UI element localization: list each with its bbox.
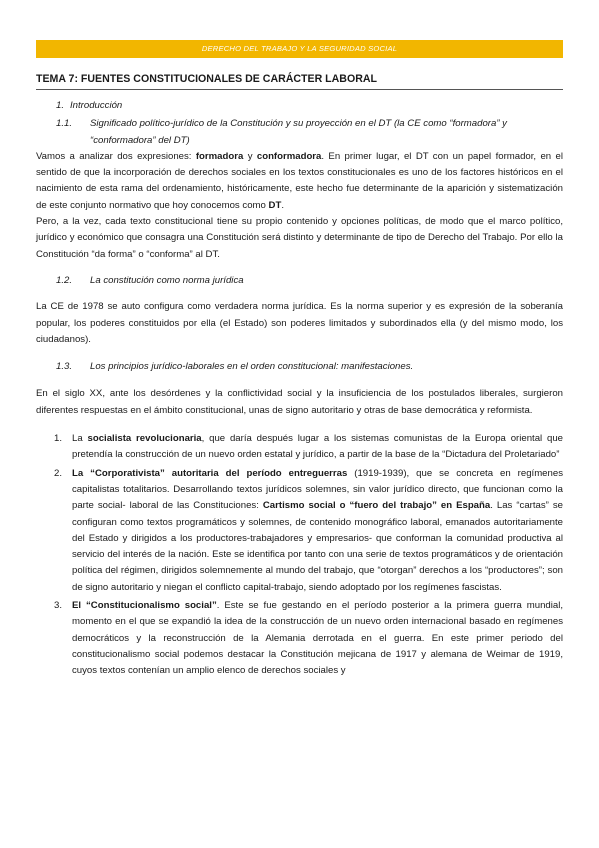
paragraph-siglo-xx: En el siglo XX, ante los desórdenes y la conflictividad social y la insuficiencia de los postulados liberales, surgieron diferentes respuestas en el ámbito constitucional, unas de signo autoritario y otras de base democrática y reformista. — [36, 388, 563, 416]
heading-number: 1.1. — [56, 118, 73, 130]
heading-1-1 — [36, 116, 563, 149]
bold-term: socialista revolucionaria — [87, 433, 202, 445]
bold-term: formadora — [195, 150, 244, 162]
paragraph-norma-juridica: La CE de 1978 se auto configura como verdadera norma jurídica. Es la norma superior y es expresión de la soberanía popular, los poderes constituidos por ella (el Estado) son poderes limitados y subordinados ella (y del mismo modo, los ciudadanos). — [36, 301, 563, 345]
text-span: Vamos a analizar dos expresiones: — [36, 150, 196, 162]
heading-1-3 — [36, 359, 563, 375]
list-item-text — [72, 466, 563, 596]
text-span: . — [281, 199, 284, 211]
bold-term: El “Constitucionalismo social” — [72, 600, 217, 612]
heading-text: La constitución como norma jurídica — [90, 274, 244, 286]
bold-term: Cartismo social o “fuero del trabajo” en España — [262, 500, 491, 512]
text-span: (1919-1939), que se concreta en regímenes capitalistas totalitarios. Desarrollando textos jurídicos solemnes, sin valor jurídico directo, que funcionan como la parte social- laboral de las Constituciones: — [72, 467, 563, 512]
heading-text: Introducción — [70, 100, 123, 111]
paragraph-conforma: Pero, a la vez, cada texto constitucional tiene su propio contenido y opciones políticas, de modo que el marco político, jurídico y económico que consagra una Constitución será distinto y determinante de tipo de Derecho del Trabajo. Por ello la Constitución “da forma” o “conforma” al DT. — [36, 216, 563, 260]
text-span: , que daría después lugar a los sistemas comunistas de la Europa oriental que pretendía la construcción de un nuevo orden estatal y jurídico, a partir de la base de la “Dictadura del Proletariado” — [72, 433, 563, 461]
heading-introduccion — [36, 98, 563, 114]
text-span: . Las “cartas” se configuran como textos programáticos y solemnes, de contenido monográfico laboral, emanados autoritariamente del Estado y dirigidos a los productores-trabajadores y empresarios- que conforman la comunidad productiva al servicio del interés de la nación. Este se identifica por tanto con una serie de textos programáticos y de orientación política del régimen, dirigidos solemnemente al mundo del trabajo, que “otorgan” derechos a los “productores”; son de signo autoritario y niegan el conflicto capital-trabajo, siendo adoptado por los regímenes fascistas. — [72, 500, 563, 593]
list-item — [36, 598, 563, 679]
paragraph-formadora — [36, 149, 563, 214]
heading-text: Los principios jurídico-laborales en el orden constitucional: manifestaciones. — [90, 361, 414, 373]
bold-term: La “Corporativista” autoritaria del período entreguerras — [72, 467, 348, 479]
numbered-list — [36, 431, 563, 679]
heading-text: Significado político-jurídico de la Constitución y su proyección en el DT (la CE como “formadora” y “conformadora” del DT) — [90, 118, 507, 146]
list-item-number: 1. — [54, 433, 63, 445]
heading-1-2 — [36, 273, 563, 289]
list-item-number: 3. — [54, 600, 63, 612]
heading-number: 1.2. — [56, 274, 73, 286]
text-span: . Este se fue gestando en el período posterior a la primera guerra mundial, momento en el que se expandió la idea de la construcción de un nuevo orden internacional basado en regímenes democráticos y la reconstrucción de la Alemania derrotada en el guerra. En este primer periodo del constitucionalismo social podemos destacar la Constitución mejicana de 1917 y alemana de Weimar de 1919, cuyos textos contenían un amplio elenco de derechos sociales y — [72, 600, 564, 677]
list-item — [36, 431, 563, 464]
list-item-number: 2. — [54, 467, 63, 479]
text-span: La — [72, 433, 88, 445]
list-item-text — [72, 598, 563, 679]
list-item — [36, 466, 563, 596]
heading-number: 1.3. — [56, 361, 73, 373]
header-banner: DERECHO DEL TRABAJO Y LA SEGURIDAD SOCIAL — [36, 40, 563, 58]
document-title: TEMA 7: FUENTES CONSTITUCIONALES DE CARÁCTER LABORAL — [36, 72, 563, 90]
document-body — [36, 98, 563, 682]
text-span: . En primer lugar, el DT con un papel formador, en el sentido de que la incorporación de derechos sociales en los textos constitucionales es uno de los factores históricos en el nacimiento de esta rama del ordenamiento, históricamente, este hecho fue determinante de la aparición y sistematización de este conjunto normativo que hoy conocemos como — [36, 150, 563, 211]
bold-term: conformadora — [256, 150, 322, 162]
text-span: y — [243, 150, 257, 162]
list-item-text — [72, 431, 563, 464]
heading-number: 1. — [56, 100, 65, 111]
bold-term: DT — [268, 199, 282, 211]
